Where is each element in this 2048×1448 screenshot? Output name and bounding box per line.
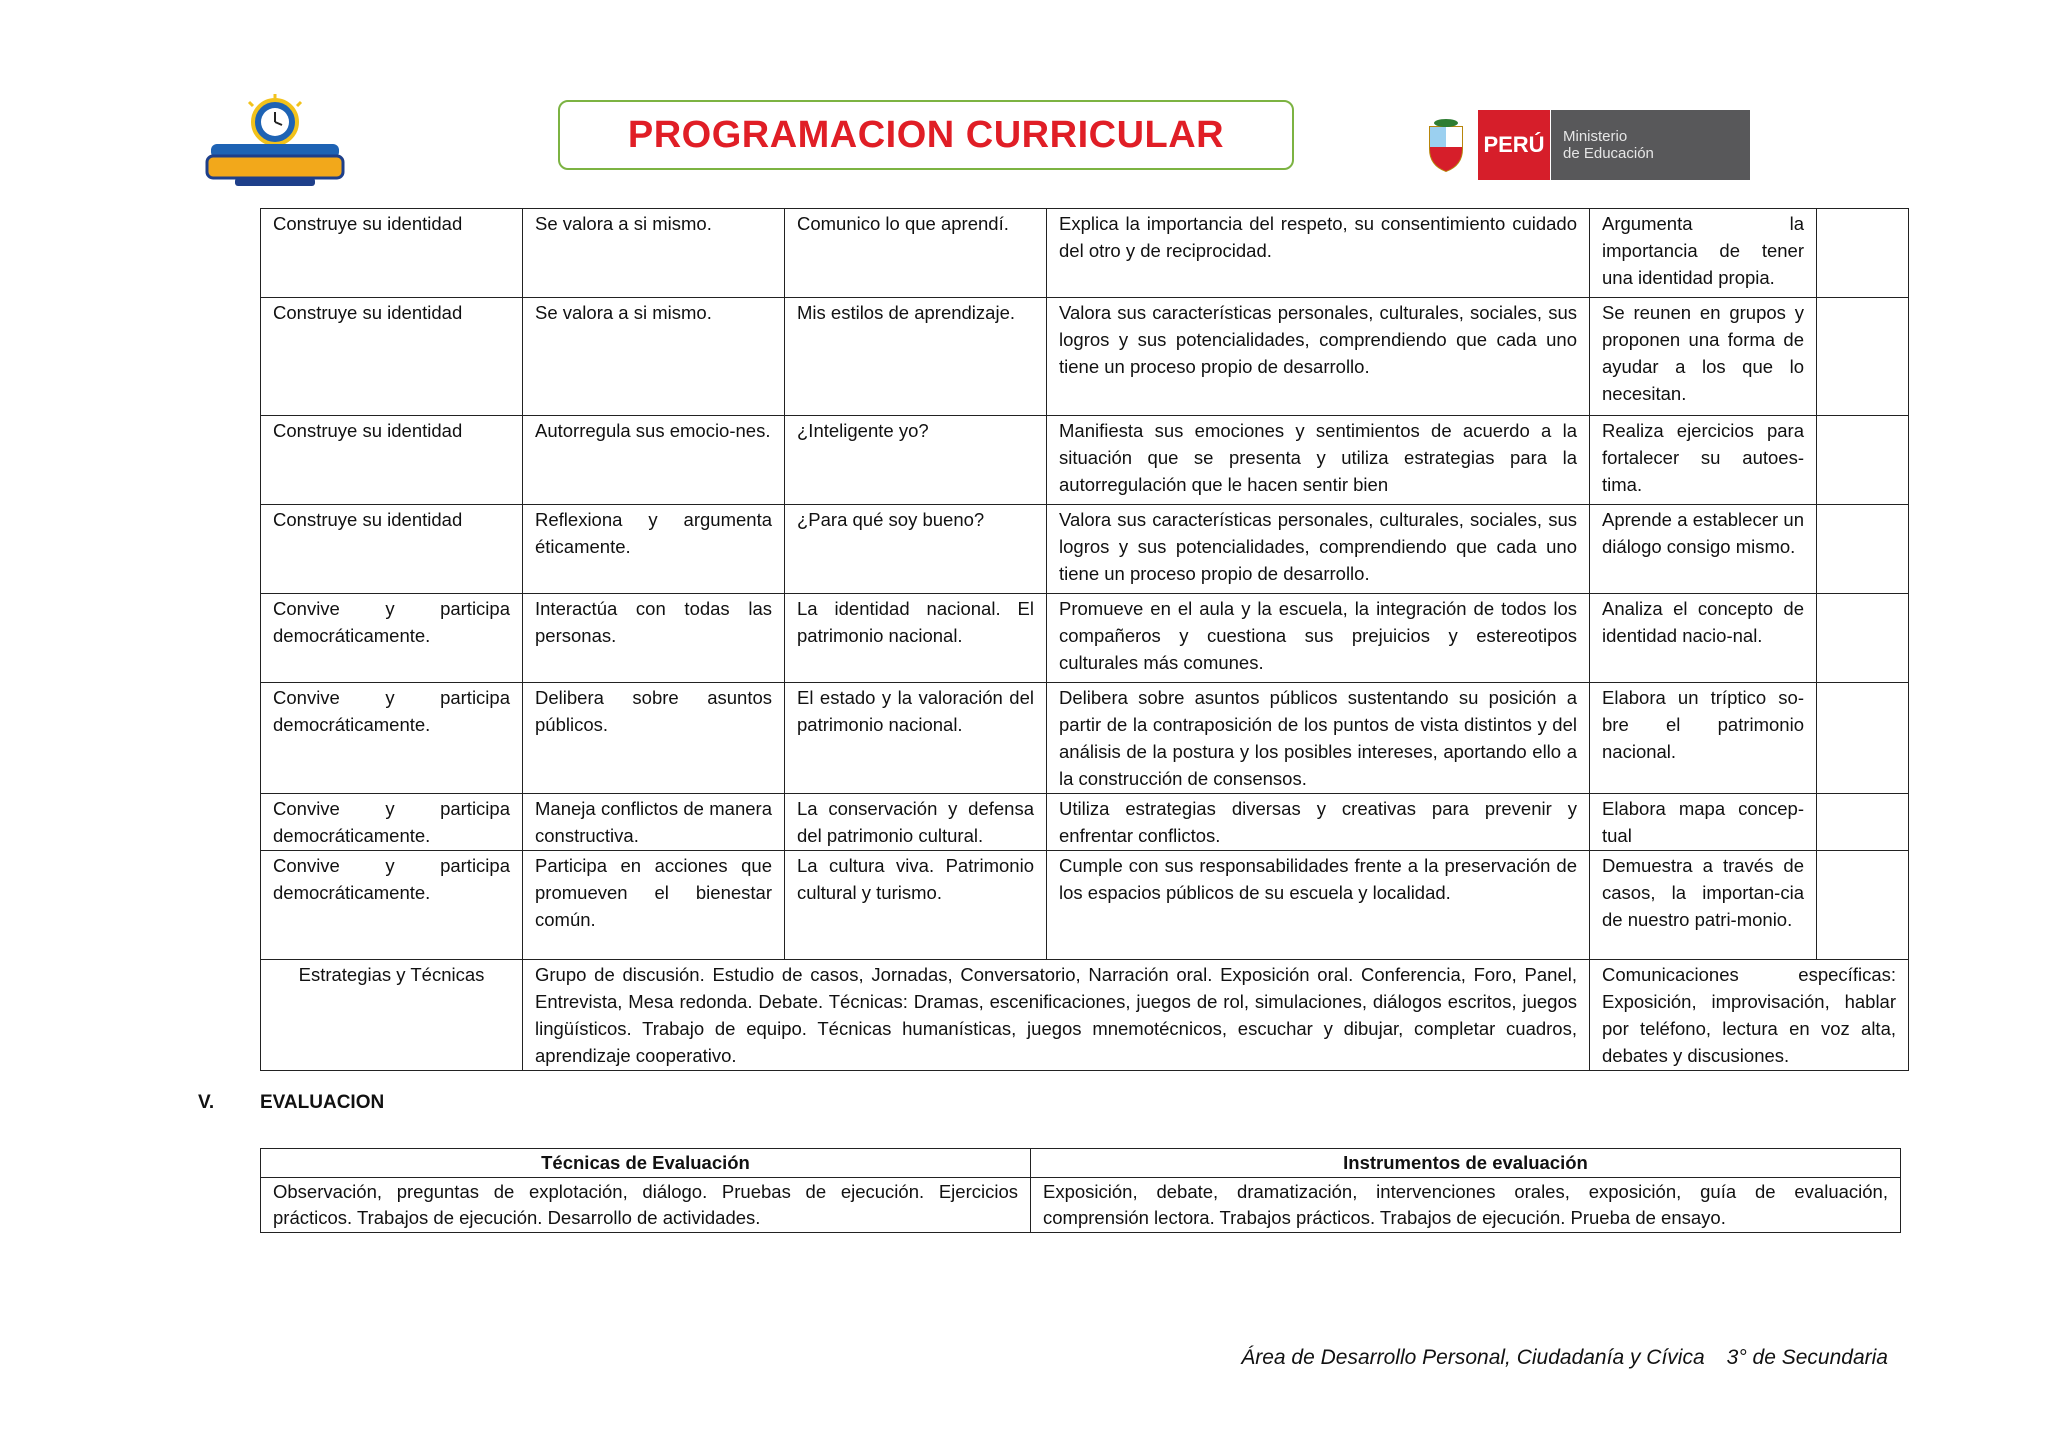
actividad-cell: Elabora mapa concep-tual [1590,794,1817,851]
peru-label: PERÚ [1478,110,1550,180]
empty-cell [1817,298,1909,416]
table-row [261,1178,1901,1233]
capacidad-cell: Maneja conflictos de manera constructiva. [523,794,785,851]
ministerio-line1: Ministerio [1563,128,1628,145]
sesion-cell: Comunico lo que aprendí. [785,209,1047,298]
sesion-cell: La cultura viva. Patrimonio cultural y turismo. [785,851,1047,960]
sesion-cell: El estado y la valoración del patrimonio nacional. [785,683,1047,794]
page-title: PROGRAMACION CURRICULAR [627,113,1225,156]
table-row-strategies [261,960,1909,1071]
capacidad-cell: Reflexiona y argumenta éticamente. [523,505,785,594]
capacidad-cell: Autorregula sus emocio-nes. [523,416,785,505]
footer-grade: 3° de Secundaria [1726,1346,1888,1369]
sesion-cell: La conservación y defensa del patrimonio cultural. [785,794,1047,851]
desempeno-cell: Valora sus características personales, culturales, sociales, sus logros y sus potencialidades, comprendiendo que cada uno tiene un proceso propio de desarrollo. [1047,505,1590,594]
jornada-escolar-completa-logo [205,92,345,188]
actividad-cell: Argumenta la importancia de tener una identidad propia. [1590,209,1817,298]
empty-cell [1817,683,1909,794]
empty-cell [1817,851,1909,960]
competencia-cell: Convive y participa democráticamente. [261,594,523,683]
section-title: EVALUACION [260,1092,385,1113]
title-box [558,100,1294,170]
table-row [261,794,1909,851]
table-row [261,851,1909,960]
sesion-cell: ¿Para qué soy bueno? [785,505,1047,594]
desempeno-cell: Explica la importancia del respeto, su consentimiento cuidado del otro y de reciprocidad. [1047,209,1590,298]
capacidad-cell: Participa en acciones que promueven el bienestar común. [523,851,785,960]
desempeno-cell: Manifiesta sus emociones y sentimientos de acuerdo a la situación que se presenta y utiliza estrategias para la autorregulación que le hacen sentir bien [1047,416,1590,505]
table-header-row [261,1149,1901,1178]
desempeno-cell: Delibera sobre asuntos públicos sustentando su posición a partir de la contraposición de los puntos de vista distintos y del análisis de la postura y los posibles intereses, aportando ello a la construcción de consensos. [1047,683,1590,794]
col-header-techniques: Técnicas de Evaluación [261,1149,1031,1178]
table-row [261,416,1909,505]
competencias-table [260,208,1909,1071]
empty-cell [1817,594,1909,683]
competencia-cell: Convive y participa democráticamente. [261,794,523,851]
table-row [261,209,1909,298]
capacidad-cell: Delibera sobre asuntos públicos. [523,683,785,794]
communications-text: Comunicaciones específicas: Exposición, improvisación, hablar por teléfono, lectura en voz alta, debates y discusiones. [1590,960,1909,1071]
ministerio-line2: de Educación [1563,145,1654,162]
table-row [261,683,1909,794]
techniques-cell: Observación, preguntas de explotación, diálogo. Pruebas de ejecución. Ejercicios prácticos. Trabajos de ejecución. Desarrollo de actividades. [261,1178,1031,1233]
actividad-cell: Analiza el concepto de identidad nacio-nal. [1590,594,1817,683]
sesion-cell: La identidad nacional. El patrimonio nacional. [785,594,1047,683]
actividad-cell: Realiza ejercicios para fortalecer su autoes-tima. [1590,416,1817,505]
peru-shield-icon [1422,115,1470,175]
section-number: V. [198,1092,215,1113]
ministerio-educacion-logo [1422,110,1752,180]
empty-cell [1817,794,1909,851]
footer-area: Área de Desarrollo Personal, Ciudadanía y Cívica [1241,1346,1705,1369]
evaluation-table [260,1148,1901,1233]
desempeno-cell: Valora sus características personales, culturales, sociales, sus logros y sus potencialidades, comprendiendo que cada uno tiene un proceso propio de desarrollo. [1047,298,1590,416]
competencia-cell: Construye su identidad [261,416,523,505]
desempeno-cell: Promueve en el aula y la escuela, la integración de todos los compañeros y cuestiona sus prejuicios y estereotipos culturales más comunes. [1047,594,1590,683]
col-header-instruments: Instrumentos de evaluación [1031,1149,1901,1178]
desempeno-cell: Utiliza estrategias diversas y creativas para prevenir y enfrentar conflictos. [1047,794,1590,851]
competencia-cell: Construye su identidad [261,298,523,416]
ministerio-label [1550,110,1750,180]
table-row [261,594,1909,683]
competencia-cell: Convive y participa democráticamente. [261,851,523,960]
competencia-cell: Construye su identidad [261,505,523,594]
capacidad-cell: Se valora a si mismo. [523,209,785,298]
empty-cell [1817,416,1909,505]
actividad-cell: Se reunen en grupos y proponen una forma de ayudar a los que lo necesitan. [1590,298,1817,416]
strategies-text: Grupo de discusión. Estudio de casos, Jornadas, Conversatorio, Narración oral. Exposición oral. Conferencia, Foro, Panel, Entrevista, Mesa redonda. Debate. Técnicas: Dramas, escenificaciones, juegos de rol, simulaciones, diálogos escritos, juegos lingüísticos. Trabajo de equipo. Técnicas humanísticas, juegos mnemotécnicos, escuchar y dibujar, completar cuadros, aprendizaje cooperativo. [523,960,1590,1071]
empty-cell [1817,209,1909,298]
strategies-label: Estrategias y Técnicas [261,960,523,1071]
sesion-cell: ¿Inteligente yo? [785,416,1047,505]
table-row [261,505,1909,594]
actividad-cell: Demuestra a través de casos, la importan-cia de nuestro patri-monio. [1590,851,1817,960]
capacidad-cell: Interactúa con todas las personas. [523,594,785,683]
page-footer [1241,1346,1888,1370]
actividad-cell: Aprende a establecer un diálogo consigo mismo. [1590,505,1817,594]
table-row [261,298,1909,416]
instruments-cell: Exposición, debate, dramatización, intervenciones orales, exposición, guía de evaluación, comprensión lectora. Trabajos prácticos. Trabajos de ejecución. Prueba de ensayo. [1031,1178,1901,1233]
competencia-cell: Convive y participa democráticamente. [261,683,523,794]
capacidad-cell: Se valora a si mismo. [523,298,785,416]
competencia-cell: Construye su identidad [261,209,523,298]
empty-cell [1817,505,1909,594]
evaluation-heading [198,1092,384,1114]
actividad-cell: Elabora un tríptico so-bre el patrimonio nacional. [1590,683,1817,794]
sesion-cell: Mis estilos de aprendizaje. [785,298,1047,416]
desempeno-cell: Cumple con sus responsabilidades frente a la preservación de los espacios públicos de su escuela y localidad. [1047,851,1590,960]
